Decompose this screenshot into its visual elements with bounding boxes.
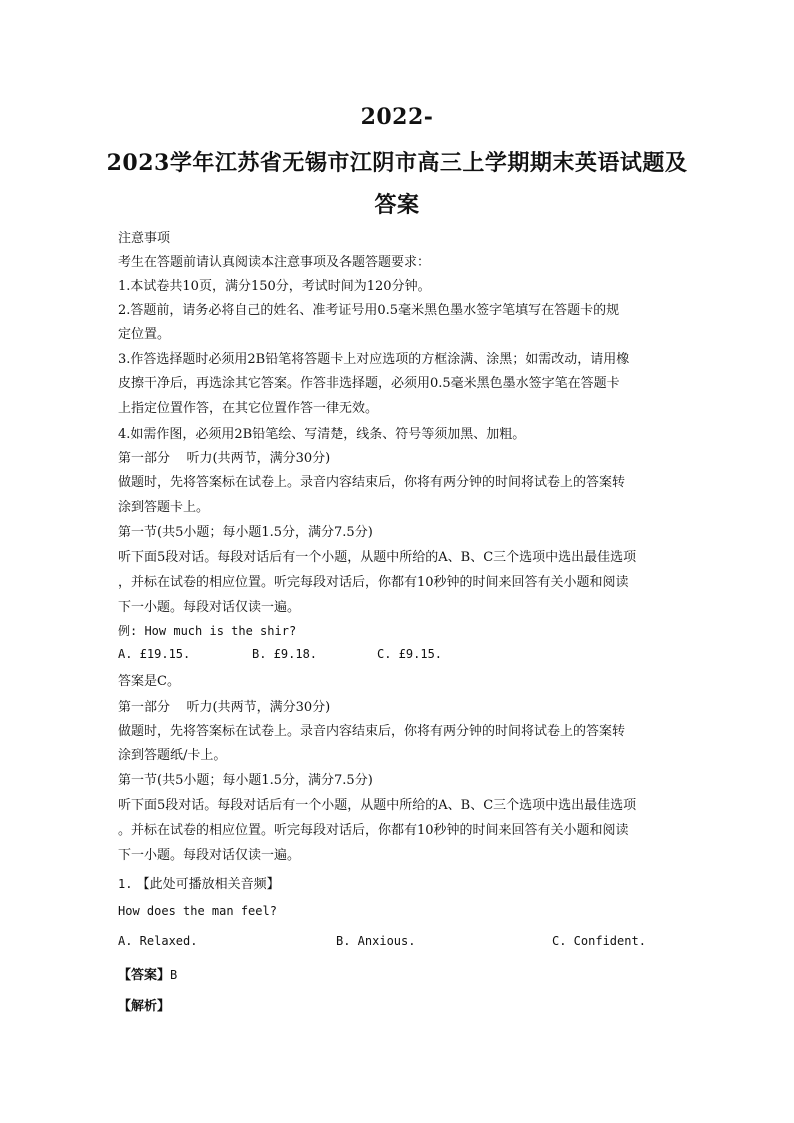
section1-heading-repeat: 第一节(共5小题；每小题1.5分，满分7.5分) bbox=[118, 773, 373, 788]
section1-heading: 第一节(共5小题；每小题1.5分，满分7.5分) bbox=[118, 525, 373, 540]
answer-value: B bbox=[170, 968, 178, 982]
example-option-b: B. £9.18. bbox=[252, 647, 318, 661]
notice-item-4: 4.如需作图，必须用2B铅笔绘、写清楚，线条、符号等须加黑、加粗。 bbox=[118, 427, 526, 442]
section1-direction-b: ，并标在试卷的相应位置。听完每段对话后，你都有10秒钟的时间来回答有关小题和阅读 bbox=[118, 575, 629, 590]
notice-item-3a: 3.作答选择题时必须用2B铅笔将答题卡上对应选项的方框涂满、涂黑；如需改动，请用橡 bbox=[118, 352, 630, 367]
example-answer: 答案是C。 bbox=[118, 674, 180, 689]
title-line-2: 2023学年江苏省无锡市江阴市高三上学期期末英语试题及 bbox=[106, 150, 688, 176]
section1-direction-repeat-a: 听下面5段对话。每段对话后有一个小题，从题中所给的A、B、C三个选项中选出最佳选项 bbox=[118, 798, 637, 813]
answer-line bbox=[118, 964, 177, 983]
question-1-option-b: B. Anxious. bbox=[336, 934, 416, 948]
part1-instruction-b: 涂到答题卡上。 bbox=[118, 500, 210, 515]
analysis-label: 【解析】 bbox=[118, 999, 171, 1014]
notice-item-2b: 定位置。 bbox=[118, 327, 171, 342]
part1-instruction-a: 做题时，先将答案标在试卷上。录音内容结束后，你将有两分钟的时间将试卷上的答案转 bbox=[118, 475, 626, 490]
question-1-option-c: C. Confident. bbox=[552, 934, 646, 948]
part1-heading-repeat: 第一部分 听力(共两节，满分30分) bbox=[118, 700, 331, 715]
question-1-header bbox=[118, 873, 280, 892]
question-1-prompt: How does the man feel? bbox=[118, 904, 277, 918]
example-question: 例: How much is the shir? bbox=[118, 624, 297, 638]
answer-label: 【答案】 bbox=[118, 968, 171, 983]
notice-item-2a: 2.答题前，请务必将自己的姓名、准考证号用0.5毫米黑色墨水签字笔填写在答题卡的规 bbox=[118, 303, 620, 318]
notice-item-3b: 皮擦干净后，再选涂其它答案。作答非选择题，必须用0.5毫米黑色墨水签字笔在答题卡 bbox=[118, 376, 620, 391]
part1-instruction-repeat-b: 涂到答题纸/卡上。 bbox=[118, 748, 227, 763]
question-1-option-a: A. Relaxed. bbox=[118, 934, 198, 948]
audio-placeholder: 【此处可播放相关音频】 bbox=[136, 877, 280, 892]
example-option-c: C. £9.15. bbox=[377, 647, 443, 661]
example-option-a: A. £19.15. bbox=[118, 647, 191, 661]
title-line-1: 2022- bbox=[360, 104, 434, 130]
section1-direction-c: 下一小题。每段对话仅读一遍。 bbox=[118, 600, 301, 615]
question-1-number: 1. bbox=[118, 877, 133, 891]
title-line-3: 答案 bbox=[374, 192, 420, 218]
notice-item-1: 1.本试卷共10页，满分150分，考试时间为120分钟。 bbox=[118, 279, 431, 294]
notice-intro: 考生在答题前请认真阅读本注意事项及各题答题要求： bbox=[118, 255, 431, 270]
section1-direction-a: 听下面5段对话。每段对话后有一个小题，从题中所给的A、B、C三个选项中选出最佳选项 bbox=[118, 550, 637, 565]
part1-instruction-repeat-a: 做题时，先将答案标在试卷上。录音内容结束后，你将有两分钟的时间将试卷上的答案转 bbox=[118, 724, 626, 739]
part1-heading: 第一部分 听力(共两节，满分30分) bbox=[118, 451, 331, 466]
section1-direction-repeat-b: 。并标在试卷的相应位置。听完每段对话后，你都有10秒钟的时间来回答有关小题和阅读 bbox=[118, 823, 629, 838]
notice-item-3c: 上指定位置作答，在其它位置作答一律无效。 bbox=[118, 401, 379, 416]
section1-direction-repeat-c: 下一小题。每段对话仅读一遍。 bbox=[118, 848, 301, 863]
notice-heading: 注意事项 bbox=[118, 231, 171, 246]
